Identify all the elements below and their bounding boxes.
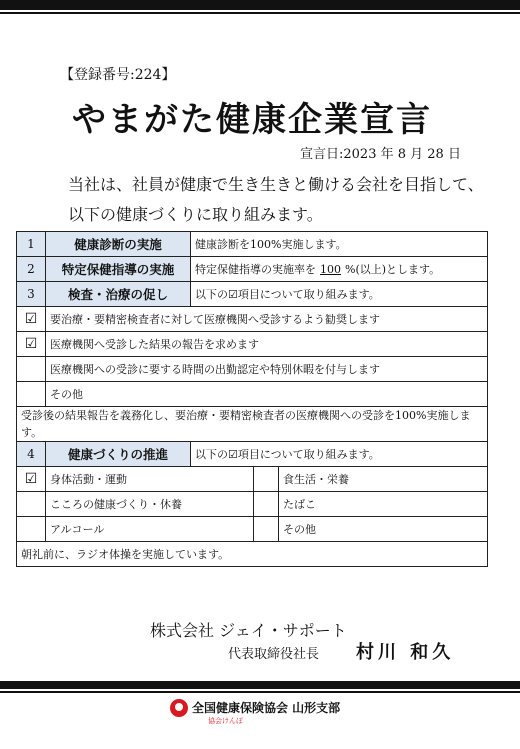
option-label: 医療機関への受診に要する時間の出勤認定や特別休暇を付与します: [46, 357, 488, 382]
top-border-thin: [0, 12, 520, 14]
section3-note: 受診後の結果報告を義務化し、要治療・要精密検査者の医療機関への受診を100%実施します。: [17, 407, 488, 442]
option-label: その他: [46, 382, 488, 407]
option-label: 食生活・栄養: [279, 467, 488, 492]
rate-value: 100: [320, 263, 341, 276]
section4-note-row: [17, 542, 488, 567]
option-label: アルコール: [46, 517, 254, 542]
footer-organization: 全国健康保険協会 山形支部: [192, 701, 341, 715]
kyokai-logo-icon: [170, 699, 188, 717]
item-row-3: [17, 282, 488, 307]
section4-option-row: [17, 492, 488, 517]
representative-signature: 村川 和久: [356, 642, 455, 663]
company-name: 株式会社 ジェイ・サポート: [150, 621, 347, 640]
option-label: 医療機関へ受診した結果の報告を求めます: [46, 332, 488, 357]
item-text: 以下の☑項目について取り組みます。: [191, 442, 488, 467]
option-label: 身体活動・運動: [46, 467, 254, 492]
registration-number: 【登録番号:224】: [60, 67, 176, 83]
item-number: 2: [17, 257, 46, 282]
declaration-line-1: 当社は、社員が健康で生き生きと働ける会社を目指して、: [68, 175, 484, 194]
section3-option: [17, 382, 488, 407]
checkbox-icon: [17, 492, 46, 517]
option-label: その他: [279, 517, 488, 542]
item-text: 以下の☑項目について取り組みます。: [191, 282, 488, 307]
checkbox-icon: [254, 492, 279, 517]
checkbox-icon: [254, 467, 279, 492]
section3-option: [17, 332, 488, 357]
checkbox-icon: ☑: [17, 467, 46, 492]
section3-option: [17, 357, 488, 382]
checkbox-icon: [17, 517, 46, 542]
page-title: やまがた健康企業宣言: [72, 100, 432, 140]
item-text: 健康診断を100%実施します。: [191, 232, 488, 257]
checkbox-icon: [17, 382, 46, 407]
item-row-1: [17, 232, 488, 257]
option-label: 要治療・要精密検査者に対して医療機関へ受診するよう勧奨します: [46, 307, 488, 332]
section3-option: [17, 307, 488, 332]
bottom-border-thin: [0, 691, 520, 693]
checkbox-icon: ☑: [17, 332, 46, 357]
item-heading: 健康づくりの推進: [46, 442, 191, 467]
section4-option-row: [17, 467, 488, 492]
rate-suffix: %(以上)とします。: [345, 263, 441, 276]
item-heading: 健康診断の実施: [46, 232, 191, 257]
option-label: こころの健康づくり・休養: [46, 492, 254, 517]
declaration-line-2: 以下の健康づくりに取り組みます。: [68, 205, 323, 224]
section3-note-row: [17, 407, 488, 442]
item-number: 3: [17, 282, 46, 307]
section4-note: 朝礼前に、ラジオ体操を実施しています。: [17, 542, 488, 567]
bottom-border-thick: [0, 681, 520, 689]
item-row-2: [17, 257, 488, 282]
item-number: 1: [17, 232, 46, 257]
top-border-thick: [0, 0, 520, 10]
item-text: [191, 257, 488, 282]
checkbox-icon: [17, 357, 46, 382]
checkbox-icon: ☑: [17, 307, 46, 332]
representative-title: 代表取締役社長: [228, 647, 320, 662]
item-row-4: [17, 442, 488, 467]
item-number: 4: [17, 442, 46, 467]
commitment-table: [16, 231, 488, 567]
footer-suborganization: 協会けんぽ: [208, 717, 243, 725]
declaration-date: 宣言日:2023 年 8 月 28 日: [300, 147, 461, 162]
rate-prefix: 特定保健指導の実施率を: [195, 263, 316, 276]
checkbox-icon: [254, 517, 279, 542]
item-heading: 特定保健指導の実施: [46, 257, 191, 282]
item-heading: 検査・治療の促し: [46, 282, 191, 307]
section4-option-row: [17, 517, 488, 542]
option-label: たばこ: [279, 492, 488, 517]
